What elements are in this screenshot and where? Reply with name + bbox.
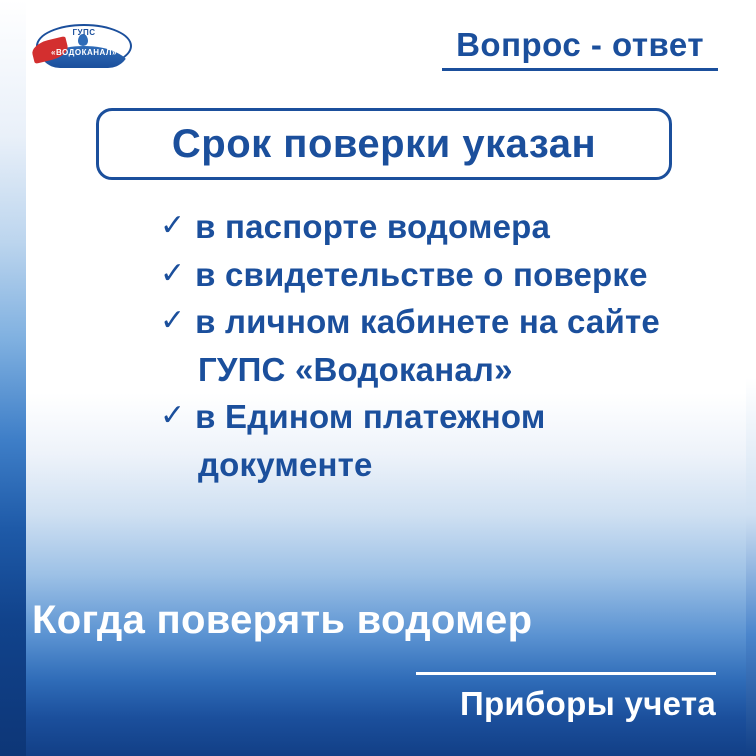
right-gradient-strip: [746, 0, 756, 756]
company-logo: [30, 16, 138, 74]
checklist: [160, 208, 720, 494]
list-item-label: в Едином платежном: [195, 398, 546, 436]
list-item: [160, 208, 720, 247]
list-item-label: документе: [198, 446, 373, 484]
list-item: [160, 303, 720, 342]
list-item-continuation: [160, 351, 720, 390]
check-icon: ✓: [160, 399, 186, 433]
footer-subtitle: Приборы учета: [459, 685, 716, 722]
list-item-label: в личном кабинете на сайте: [195, 303, 660, 341]
footer-divider: [416, 672, 716, 675]
list-item-continuation: [160, 446, 720, 485]
footer-title: Когда поверять водомер: [32, 598, 533, 642]
check-icon: ✓: [160, 209, 186, 242]
list-item: [160, 398, 720, 437]
check-icon: ✓: [160, 304, 186, 338]
footer-subtitle-group: [416, 672, 716, 723]
highlight-box: [96, 108, 672, 180]
list-item-label: в паспорте водомера: [195, 208, 551, 245]
list-item: [160, 256, 720, 295]
left-gradient-strip: [0, 0, 26, 756]
list-item-label: ГУПС «Водоканал»: [198, 350, 513, 388]
check-icon: ✓: [160, 256, 186, 290]
highlight-box-label: Срок поверки указан: [171, 121, 597, 166]
logo-text-bottom: «ВОДОКАНАЛ»: [51, 48, 117, 57]
logo-text-top: ГУПС: [72, 28, 96, 37]
page-title: Вопрос - ответ: [442, 26, 718, 71]
list-item-label: в свидетельстве о поверке: [195, 255, 648, 293]
